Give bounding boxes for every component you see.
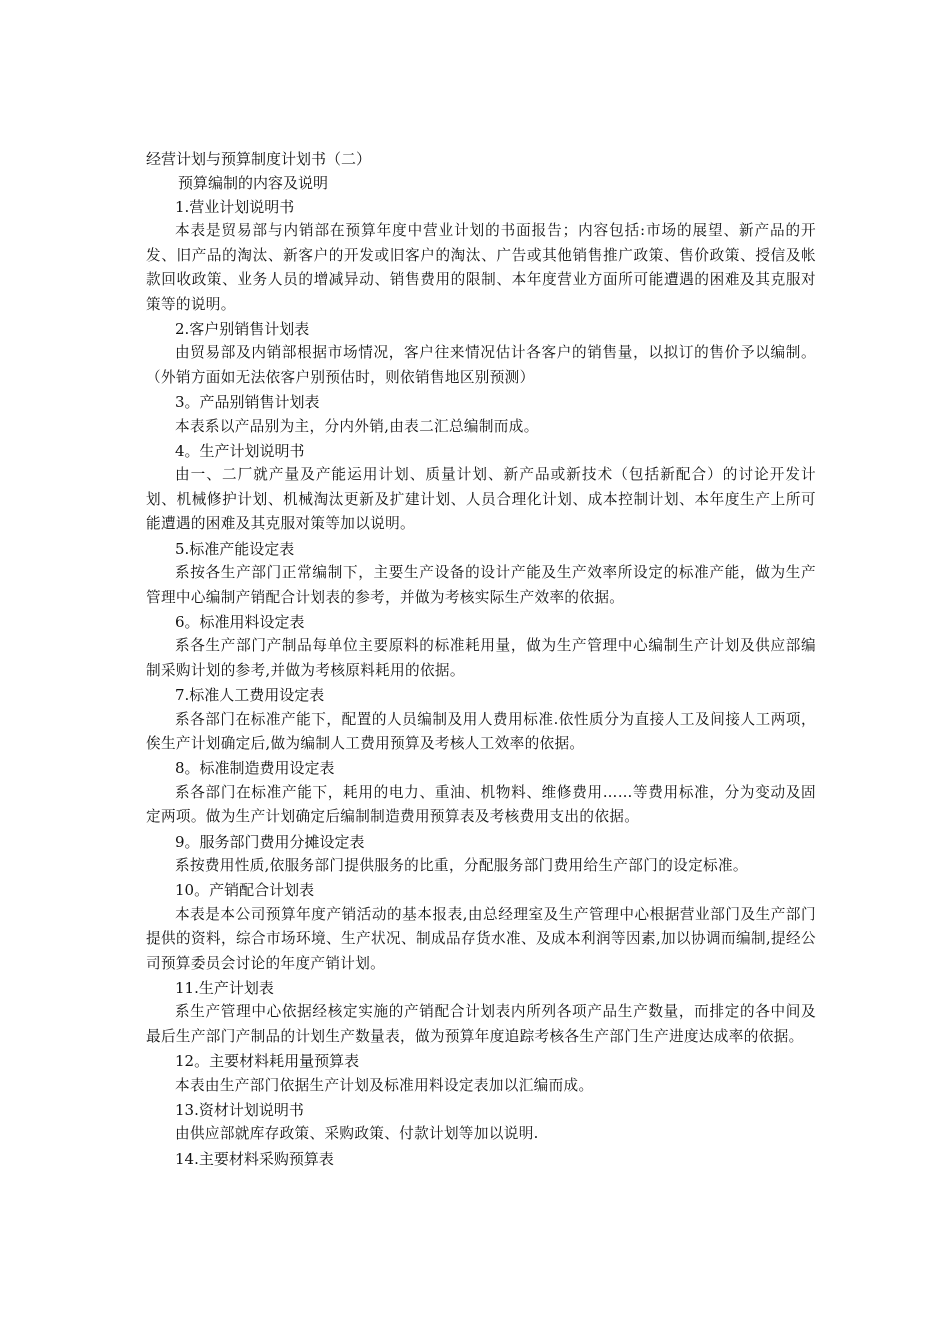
section-body: 系生产管理中心依据经核定实施的产销配合计划表内所列各项产品生产数量，而排定的各中间及最后生产部门产制品的计划生产数量表，做为预算年度追踪考核各生产部门生产进度达成率的依据。 (146, 1003, 816, 1045)
section-heading: 10。产销配合计划表 (175, 881, 315, 900)
document-body (146, 147, 816, 1171)
section (146, 390, 816, 439)
section-body: 由供应部就库存政策、采购政策、付款计划等加以说明. (175, 1125, 539, 1143)
section-body: 本表由生产部门依据生产计划及标准用料设定表加以汇编而成。 (175, 1076, 594, 1094)
section-heading: 9。服务部门费用分摊设定表 (175, 832, 365, 851)
section-heading: 6。标准用料设定表 (175, 612, 305, 631)
document-subtitle: 预算编制的内容及说明 (178, 174, 329, 192)
section (146, 195, 816, 317)
section-heading: 1.营业计划说明书 (175, 198, 295, 216)
section-body: 系各部门在标准产能下，配置的人员编制及用人费用标准.依性质分为直接人工及间接人工两项，俟生产计划确定后,做为编制人工费用预算及考核人工效率的依据。 (146, 710, 816, 752)
section-heading: 3。产品别销售计划表 (175, 393, 320, 412)
section-body: 系按费用性质,依服务部门提供服务的比重，分配服务部门费用给生产部门的设定标准。 (175, 856, 748, 874)
section (146, 1098, 816, 1147)
section (146, 439, 816, 537)
section-heading: 5.标准产能设定表 (175, 539, 295, 558)
section (146, 683, 816, 756)
section-body: 本表是本公司预算年度产销活动的基本报表,由总经理室及生产管理中心根据营业部门及生产部门提供的资料，综合市场环境、生产状况、制成品存货水准、及成本利润等因素,加以协调而编制,提经公司预算委员会讨论的年度产销计划。 (146, 905, 816, 972)
section (146, 756, 816, 829)
section-heading: 7.标准人工费用设定表 (175, 686, 325, 705)
section-body: 本表系以产品别为主，分内外销,由表二汇总编制而成。 (175, 417, 539, 435)
section (146, 317, 816, 390)
section-heading: 11.生产计划表 (175, 979, 274, 997)
section-heading: 12。主要材料耗用量预算表 (175, 1052, 360, 1071)
section (146, 537, 816, 610)
section-heading: 2.客户别销售计划表 (175, 320, 310, 339)
section-heading: 14.主要材料采购预算表 (175, 1149, 334, 1168)
section-body: 系各部门在标准产能下，耗用的电力、重油、机物料、维修费用……等费用标准，分为变动及固定两项。做为生产计划确定后编制制造费用预算表及考核费用支出的依据。 (146, 783, 816, 826)
section-body: 系按各生产部门正常编制下，主要生产设备的设计产能及生产效率所设定的标准产能，做为生产管理中心编制产销配合计划表的参考，并做为考核实际生产效率的依据。 (146, 564, 816, 606)
section-body: 本表是贸易部与内销部在预算年度中营业计划的书面报告；内容包括:市场的展望、新产品的开发、旧产品的淘汰、新客户的开发或旧客户的淘汰、广告或其他销售推广政策、售价政策、授信及帐款回收政策、业务人员的增减异动、销售费用的限制、本年度营业方面所可能遭遇的困难及其克服对策等的说明。 (146, 222, 816, 313)
section (146, 830, 816, 879)
section-heading: 13.资材计划说明书 (175, 1101, 304, 1120)
section (146, 1147, 816, 1171)
section-body: 系各生产部门产制品每单位主要原料的标准耗用量，做为生产管理中心编制生产计划及供应部编制采购计划的参考,并做为考核原料耗用的依据。 (146, 637, 816, 679)
section-heading: 4。生产计划说明书 (175, 442, 305, 461)
document-title: 经营计划与预算制度计划书（二） (146, 150, 372, 168)
section (146, 878, 816, 976)
section (146, 610, 816, 683)
section-body: 由贸易部及内销部根据市场情况，客户往来情况估计各客户的销售量，以拟订的售价予以编制。（外销方面如无法依客户别预估时，则依销售地区别预测） (146, 344, 816, 386)
section-body: 由一、二厂就产量及产能运用计划、质量计划、新产品或新技术（包括新配合）的讨论开发计划、机械修护计划、机械淘汰更新及扩建计划、人员合理化计划、成本控制计划、本年度生产上所可能遭遇的困难及其克服对策等加以说明。 (146, 466, 816, 533)
section (146, 976, 816, 1049)
section (146, 1049, 816, 1098)
section-heading: 8。标准制造费用设定表 (175, 759, 335, 778)
